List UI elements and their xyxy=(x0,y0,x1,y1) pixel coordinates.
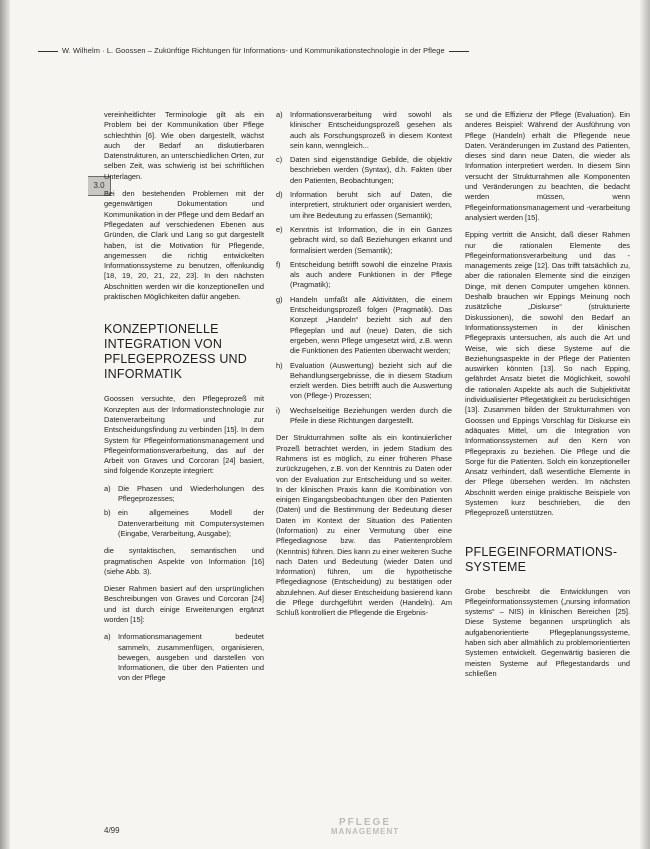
paragraph: Grobe beschreibt die Entwicklungen von Pflegeinformationssystemen („nursing information systems“ – NIS) in klinischen Bereichen [25]. Diese Systeme begannen ursprünglich als aufgabenorientierte Pflegeplanungssysteme, haben sich aber allmählich zu problemorientierten Systemen entwickelt. Gegenwärtig basieren die meisten Systeme auf Pflegestandards und schließen xyxy=(465,586,630,678)
list-marker: h) xyxy=(276,360,283,370)
paragraph: Dieser Rahmen basiert auf den ursprünglichen Beschreibungen von Graves und Corcoran [24] und ist durch einige Erweiterungen ergänzt worden [15]: xyxy=(104,584,264,624)
list-item xyxy=(104,632,264,683)
list-text: Die Phasen und Wiederholungen des Pflegeprozesses; xyxy=(118,483,264,504)
list-marker: a) xyxy=(104,632,111,642)
list-text: Informationsmanagement bedeutet sammeln, zusammenfügen, organisieren, bewegen, ausgeben und darstellen von Informationen, die über den Patienten und von der Pflege xyxy=(118,632,264,683)
column-2 xyxy=(276,110,452,626)
section-heading: KONZEPTIONELLE INTEGRATION VON PFLEGEPROZESS UND INFORMATIK xyxy=(104,322,248,382)
logo-bottom-text: MANAGEMENT xyxy=(330,827,400,836)
list-item xyxy=(276,190,452,221)
column-1 xyxy=(104,110,264,691)
page-number: 4/99 xyxy=(104,826,120,835)
paragraph: Bei den bestehenden Problemen mit der gegenwärtigen Dokumentation und Kommunikation in der Pflege und dem Bedarf an Pflegedaten auf verschiedenen Ebenen aus Gründen, die Clark und Lang so gut dargestellt haben, ist die Motivation für Pflegende, angemessen die richtig entwickelten Informationssysteme zu benutzen, offenkundig [18, 19, 20, 21, 22, 23]. In den nächsten Abschnitten werden wir die konzeptionellen und praktischen Möglichkeiten dafür angeben. xyxy=(104,189,264,302)
paragraph: se und die Effizienz der Pflege (Evaluation). Ein anderes Beispiel: Während der Ausführung von Pflege (Handeln) erhält die Pflegende neue Daten. Veränderungen im Zustand des Patienten, dieses sind dann neue Daten, die wieder als Information interpretiert werden. In diesem Sinn versucht der Strukturrahmen alle Komponenten und Veränderungen zu beachten, die bedacht werden müssen, wenn Pflegeinformationsmanagement und -verarbeitung analysiert werden [15]. xyxy=(465,110,630,222)
list-item xyxy=(276,260,452,291)
rule-left xyxy=(38,51,58,52)
list-item xyxy=(276,406,452,427)
concept-list xyxy=(104,484,264,539)
paragraph: Epping vertritt die Ansicht, daß dieser Rahmen nur die rationalen Elemente des Pflegeinformationsverarbeitung und das -managements zeige [12]. Das trifft tatsächlich zu, aber die rationalen Elemente sind die einzigen Dinge, mit denen Computer umgehen können. Deshalb brauchen wir Eppings Meinung noch zusätzliche „Diskurse“ (strukturierte Diskussionen), die sowohl den Bedarf an Informationssystemen in der klinischen Pflegepraxis untersuchen, als auch die Art und Weise, wie sich diese Systeme auf die Beziehungsaspekte in der Pflege der Patienten auswirken könnten [13]. So nach Epping, gefährdet Ansatz bietet die Möglichkeit, sowohl die rationalen Aspekte als auch die Subjektivität individualisierter Pflegetätigkeit zu berücksichtigen [13]. Zusammen bilden der Strukturrahmen von Goossen und Eppings Vorschlag für Diskurse ein adäquates Mittel, um die Integration von Informationssystemen auf den Kern von Pflegepraxis zu beziehen. Die Pflege und die Sorge für die Patienten. Solch ein konzeptioneller Ansatz verhindert, daß wesentliche Elemente in der Pflege übersehen werden. Im nächsten Abschnitt werden einige praktische Beispiele von Systemen kurz beschrieben, die den Pflegeprozeß unterstützen. xyxy=(465,230,630,518)
list-marker: i) xyxy=(276,405,281,415)
page-gutter-shadow xyxy=(0,0,10,849)
section-tab-marker: 3.0 xyxy=(88,176,111,196)
list-text: ein allgemeines Modell der Datenverarbeitung mit Computersystemen (Eingabe, Verarbeitung, Ausgabe); xyxy=(118,508,264,538)
list-marker: a) xyxy=(276,110,283,119)
paragraph: die syntaktischen, semantischen und pragmatischen Aspekte von Information [16] (siehe Abb. 3). xyxy=(104,546,264,576)
list-text: Kenntnis ist Information, die in ein Ganzes gebracht wird, so daß Beziehungen erkannt und formalisiert werden (Semantik); xyxy=(290,224,452,255)
column-3 xyxy=(465,110,630,686)
list-item xyxy=(276,155,452,186)
rule-right xyxy=(449,51,469,52)
logo-top-text: PFLEGE xyxy=(338,817,391,828)
list-item xyxy=(276,361,452,402)
paragraph: Goossen versuchte, den Pflegeprozeß mit Konzepten aus der Informationstechnologie zur Datenverarbeitung und zur Entscheidungsfindung zu verbinden [15]. In dem System für Pflegeinformationsmanagement und Pflegeinformationsverarbeitung, das auf der Arbeit von Graves und Corcoran [24] basiert, sind folgende Konzepte integriert: xyxy=(104,394,264,476)
section-heading: PFLEGEINFORMATIONS-SYSTEME xyxy=(465,544,618,574)
list-text: Wechselseitige Beziehungen werden durch die Pfeile in diese Richtungen dargestellt. xyxy=(290,405,452,426)
list-item xyxy=(276,295,452,357)
list-text: Evaluation (Auswertung) bezieht sich auf die Behandlungsergebnisse, die in diesem Stadium erzielt werden. Dies betrifft auch die Auswertung von (Pflege-) Prozessen; xyxy=(290,360,452,401)
list-item xyxy=(276,110,452,151)
list-marker: d) xyxy=(276,190,283,200)
list-marker: c) xyxy=(276,155,283,165)
list-text: Information beruht sich auf Daten, die interpretiert, strukturiert oder organisiert werden, um ihre Bedeutung zu erfassen (Semantik); xyxy=(290,190,452,220)
running-head xyxy=(34,46,624,55)
page-edge-shadow xyxy=(640,0,650,849)
list-text: Entscheidung betrifft sowohl die einzelne Praxis als auch andere Funktionen in der Pflege (Pragmatik); xyxy=(290,259,452,290)
list-marker: e) xyxy=(276,224,283,234)
journal-logo xyxy=(300,818,430,836)
list-marker: b) xyxy=(104,508,111,518)
list-text: Informationsverarbeitung wird sowohl als klinischer Entscheidungsprozeß gesehen als auch als Forschungsprozeß in diesem Kontext sein kann, wenngleich... xyxy=(290,110,452,150)
paragraph: Der Strukturrahmen sollte als ein kontinuierlicher Prozeß betrachtet werden, in jedem Stadium des Rahmens ist es möglich, zu einer früheren Phase zurückzugehen, z.B. von der Kenntnis zu Daten oder von der Evaluation zur Entscheidung und so weiter. In der klinischen Praxis kann die Kombination von einigen Eingangsbeobachtungen über den Patienten (Daten) und die Bestimmung der Bedeutung dieser Daten im Kontext der Situation des Patienten (Information) zu einer Vermutung über eine Pflegediagnose bzw. das Patientenproblem (Kenntnis) führen. Dies kann zu einer weiteren Suche nach Daten und Bedeutung (wieder Daten und Information) führen, um die hypothetische Pflegediagnose (Entscheidung) zu bestätigen oder abzulehnen. Auf dieser Entscheidung basierend kann die Pflege durchgeführt werden (Handeln). Am Schluß kontrolliert die Pflegende die Ergebnis- xyxy=(276,433,452,618)
list-item xyxy=(104,484,264,505)
list-item xyxy=(104,508,264,539)
framework-list-continued xyxy=(276,110,452,426)
paragraph: vereinheitlichter Terminologie gilt als ein Problem bei der Kommunikation über Pflege schlechthin [6]. Wie oben dargestellt, wächst auch der Bedarf an diskutierbaren Datenstrukturen, an unterschiedlichen Orten, zur selben Zeit, was schwierig ist bei schriftlichen Unterlagen. xyxy=(104,110,264,181)
list-item xyxy=(276,225,452,256)
list-text: Handeln umfaßt alle Aktivitäten, die einem Entscheidungsprozeß folgen (Pragmatik). Das Konzept „Handeln“ bezieht sich auf den Pflegeplan und auf (neue) Daten, die sich ergeben, wenn Pflege umgesetzt wird, z.B. wenn die Funktionen des Patienten überwacht werden; xyxy=(290,294,452,356)
list-marker: a) xyxy=(104,483,111,493)
framework-list xyxy=(104,632,264,683)
list-text: Daten sind eigenständige Gebilde, die objektiv beschrieben werden (Syntax), d.h. Fakten über den Patienten, Beobachtungen; xyxy=(290,155,452,185)
list-marker: g) xyxy=(276,294,283,304)
running-head-text: W. Wilhelm · L. Goossen – Zukünftige Richtungen für Informations- und Kommunikationstechnologie in der Pflege xyxy=(62,46,445,55)
list-marker: f) xyxy=(276,259,281,269)
